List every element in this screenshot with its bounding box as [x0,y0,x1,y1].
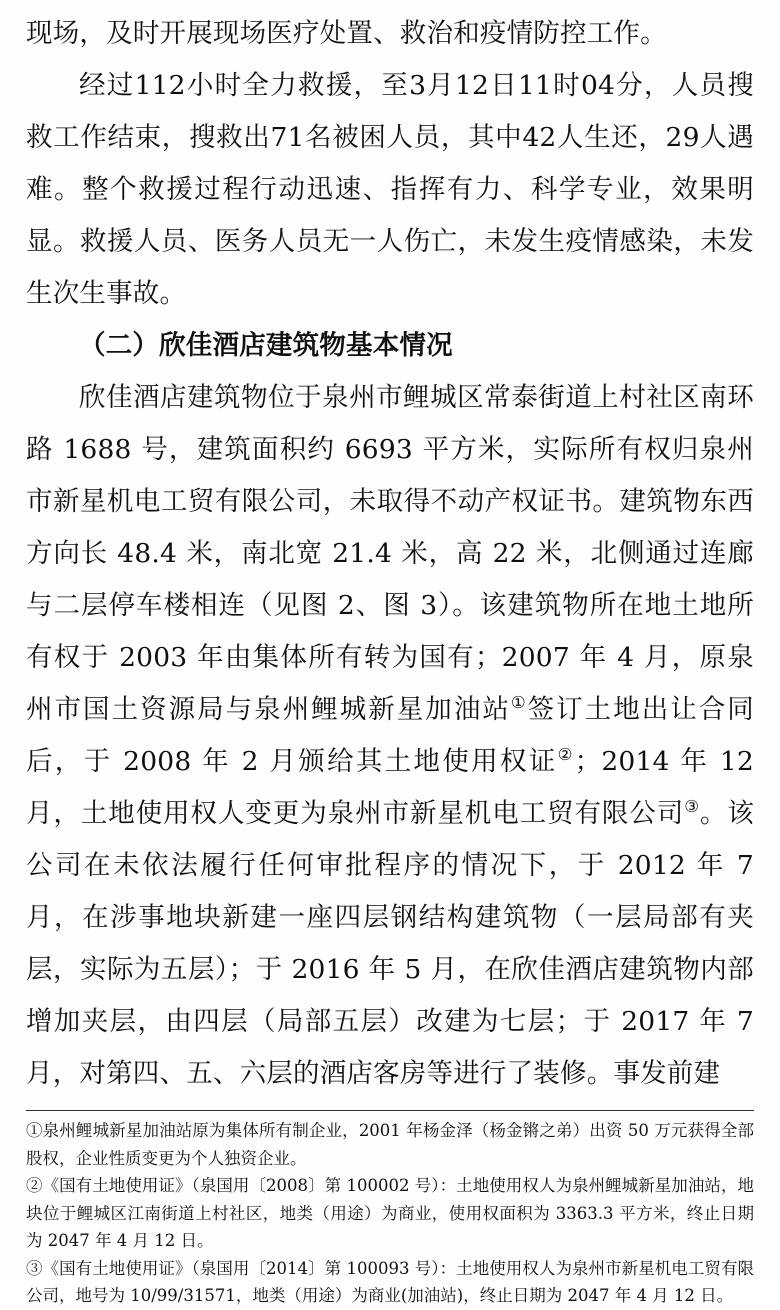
footnote-ref-2: ② [557,745,575,765]
footnote-item [26,1117,754,1172]
paragraph-text-segment-3: ；2014 年 12 月，土地使用权人变更为泉州市新星机电工贸有限公司 [26,746,754,829]
footnote-text: 泉州鲤城新星加油站原为集体所有制企业，2001 年杨金泽（杨金锵之弟）出资 50 万元获得全部股权，企业性质变更为个人独资企业。 [26,1121,754,1168]
paragraph-text-segment-2: 签订土地出让合同后，于 2008 年 2 月颁给其土地使用权证 [26,694,754,777]
footnote-ref-1: ① [510,693,528,713]
paragraph-text-segment-1: 欣佳酒店建筑物位于泉州市鲤城区常泰街道上村社区南环路 1688 号，建筑面积约 6693 平方米，实际所有权归泉州市新星机电工贸有限公司，未取得不动产权证书。建筑物东西方向长 48.4 米，南北宽 21.4 米，高 22 米，北侧通过连廊与二层停车楼相连（见图 2、图 3）。该建筑物所在地土地所有权于 2003 年由集体所有转为国有；2007 年 4 月，原泉州市国土资源局与泉州鲤城新星加油站 [26,382,754,725]
footnote-area [26,1117,754,1310]
page-body [26,8,754,1100]
footnote-item [26,1255,754,1310]
footnote-marker: ① [26,1121,43,1140]
footnote-marker: ③ [26,1258,43,1278]
paragraph-text-segment-4: 。该公司在未依法履行任何审批程序的情况下，于 2012 年 7 月，在涉事地块新建一座四层钢结构建筑物（一层局部有夹层，实际为五层）；于 2016 年 5 月，在欣佳酒店建筑物内部增加夹层，由四层（局部五层）改建为七层；于 2017 年 7 月，对第四、五、六层的酒店客房等进行了装修。事发前建 [26,798,754,1089]
footnote-ref-3: ③ [684,797,700,817]
footnote-item [26,1172,754,1255]
footnote-text: 《国有土地使用证》（泉国用〔2008〕第 100002 号）：土地使用权人为泉州鲤城新星加油站，地块位于鲤城区江南街道上村社区，地类（用途）为商业，使用权面积为 3363.3 平方米，终止日期为 2047 年 4 月 12 日。 [26,1176,755,1250]
paragraph-rescue-summary: 经过112小时全力救援，至3月12日11时04分，人员搜救工作结束，搜救出71名被困人员，其中42人生还，29人遇难。整个救援过程行动迅速、指挥有力、科学专业，效果明显。救援人员、医务人员无一人伤亡，未发生疫情感染，未发生次生事故。 [26,70,754,309]
paragraph-continuation: 现场，及时开展现场医疗处置、救治和疫情防控工作。 [26,18,667,49]
footnote-separator [26,1110,754,1111]
section-heading: （二）欣佳酒店建筑物基本情况 [79,330,453,361]
paragraph-building-overview [26,372,754,1100]
footnote-marker: ② [26,1176,43,1195]
footnote-text: 《国有土地使用证》（泉国用〔2014〕第 100093 号）：土地使用权人为泉州市新星机电工贸有限公司，地号为 10/99/31571，地类（用途）为商业(加油站)，终止日期为 2047 年 4 月 12 日。 [26,1258,755,1305]
